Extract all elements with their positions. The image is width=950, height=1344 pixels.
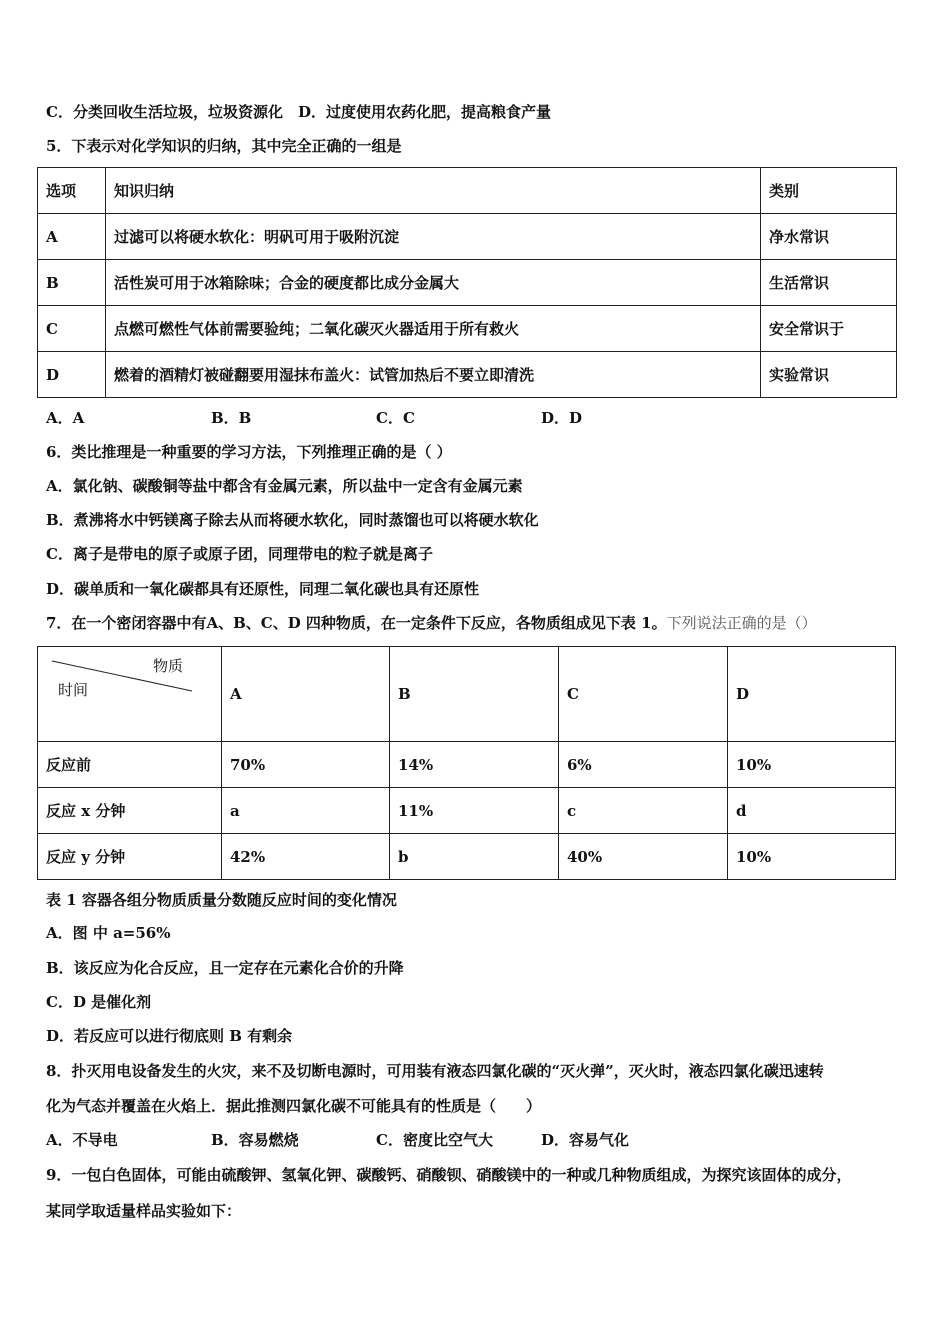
option: C．密度比空气大 (376, 1131, 493, 1149)
q6-option-c: C．离子是带电的原子或原子团，同理带电的粒子就是离子 (46, 545, 433, 563)
header-cell: 选项 (38, 168, 106, 214)
table-row (38, 352, 897, 398)
cell: 安全常识于 (761, 306, 897, 352)
reaction-table (37, 646, 896, 880)
option: A．不导电 (46, 1131, 118, 1149)
q4-option-cd: C．分类回收生活垃圾，垃圾资源化 D．过度使用农药化肥，提高粮食产量 (46, 103, 551, 121)
table-row (38, 306, 897, 352)
q7-option-d: D．若反应可以进行彻底则 B 有剩余 (46, 1027, 293, 1045)
question-9-line1: 9．一包白色固体，可能由硫酸钾、氢氧化钾、碳酸钙、硝酸钡、硝酸镁中的一种或几种物质组成，为探究该固体的成分， (46, 1166, 852, 1184)
question-9-line2: 某同学取适量样品实验如下： (46, 1202, 242, 1220)
cell: 生活常识 (761, 260, 897, 306)
cell: 10% (728, 834, 896, 880)
cell: 燃着的酒精灯被碰翻要用湿抹布盖火：试管加热后不要立即清洗 (106, 352, 761, 398)
header-cell: C (559, 647, 728, 742)
q7-option-a: A．图 中 a=56% (46, 924, 171, 942)
cell: 实验常识 (761, 352, 897, 398)
table-header-row (38, 168, 897, 214)
option: B．B (211, 409, 252, 427)
question-8-line2: 化为气态并覆盖在火焰上．据此推测四氯化碳不可能具有的性质是（ ） (46, 1097, 542, 1115)
question-7 (46, 613, 817, 633)
cell: 点燃可燃性气体前需要验纯；二氧化碳灭火器适用于所有救火 (106, 306, 761, 352)
option: D．D (541, 409, 583, 427)
table-header-row (38, 647, 896, 742)
question-6: 6．类比推理是一种重要的学习方法，下列推理正确的是（ ） (46, 443, 452, 461)
cell: 反应 y 分钟 (38, 834, 222, 880)
q6-option-a: A．氯化钠、碳酸铜等盐中都含有金属元素，所以盐中一定含有金属元素 (46, 477, 523, 495)
cell: 净水常识 (761, 214, 897, 260)
header-cell: D (728, 647, 896, 742)
table-row (38, 742, 896, 788)
cell: 反应前 (38, 742, 222, 788)
option: C．C (376, 409, 415, 427)
cell: 40% (559, 834, 728, 880)
table-row (38, 788, 896, 834)
option: A．A (46, 409, 85, 427)
header-cell: 知识归纳 (106, 168, 761, 214)
cell: 11% (390, 788, 559, 834)
cell: A (38, 214, 106, 260)
q7-text: 7．在一个密闭容器中有A、B、C、D 四种物质，在一定条件下反应，各物质组成见下表 1。 (46, 614, 667, 632)
q8-options (46, 1130, 706, 1150)
cell: c (559, 788, 728, 834)
q6-option-b: B．煮沸将水中钙镁离子除去从而将硬水软化，同时蒸馏也可以将硬水软化 (46, 511, 539, 529)
corner-substance: 物质 (153, 657, 184, 675)
cell: C (38, 306, 106, 352)
header-cell: A (222, 647, 390, 742)
q6-option-d: D．碳单质和一氧化碳都具有还原性，同理二氧化碳也具有还原性 (46, 580, 480, 598)
cell: 过滤可以将硬水软化：明矾可用于吸附沉淀 (106, 214, 761, 260)
cell: 活性炭可用于冰箱除味；合金的硬度都比成分金属大 (106, 260, 761, 306)
header-cell: B (390, 647, 559, 742)
header-cell: 类别 (761, 168, 897, 214)
table-row (38, 834, 896, 880)
cell: 42% (222, 834, 390, 880)
q7-option-c: C．D 是催化剂 (46, 993, 152, 1011)
cell: d (728, 788, 896, 834)
question-8-line1: 8．扑灭用电设备发生的火灾，来不及切断电源时，可用装有液态四氯化碳的“灭火弹”，灭火时，液态四氯化碳迅速转 (46, 1062, 824, 1080)
cell: a (222, 788, 390, 834)
cell: 10% (728, 742, 896, 788)
cell: 6% (559, 742, 728, 788)
table-row (38, 260, 897, 306)
question-5: 5．下表示对化学知识的归纳，其中完全正确的一组是 (46, 137, 402, 155)
cell: 70% (222, 742, 390, 788)
corner-time: 时间 (58, 681, 89, 699)
cell: 反应 x 分钟 (38, 788, 222, 834)
cell: B (38, 260, 106, 306)
knowledge-table (37, 167, 897, 398)
table-caption: 表 1 容器各组分物质质量分数随反应时间的变化情况 (46, 891, 397, 909)
q5-options (46, 408, 706, 428)
cell: D (38, 352, 106, 398)
diagonal-header-cell (38, 647, 222, 742)
q7-option-b: B．该反应为化合反应，且一定存在元素化合价的升降 (46, 959, 404, 977)
cell: b (390, 834, 559, 880)
option: B．容易燃烧 (211, 1131, 299, 1149)
option: D．容易气化 (541, 1131, 630, 1149)
q7-tail: 下列说法正确的是（） (666, 614, 817, 632)
cell: 14% (390, 742, 559, 788)
table-row (38, 214, 897, 260)
